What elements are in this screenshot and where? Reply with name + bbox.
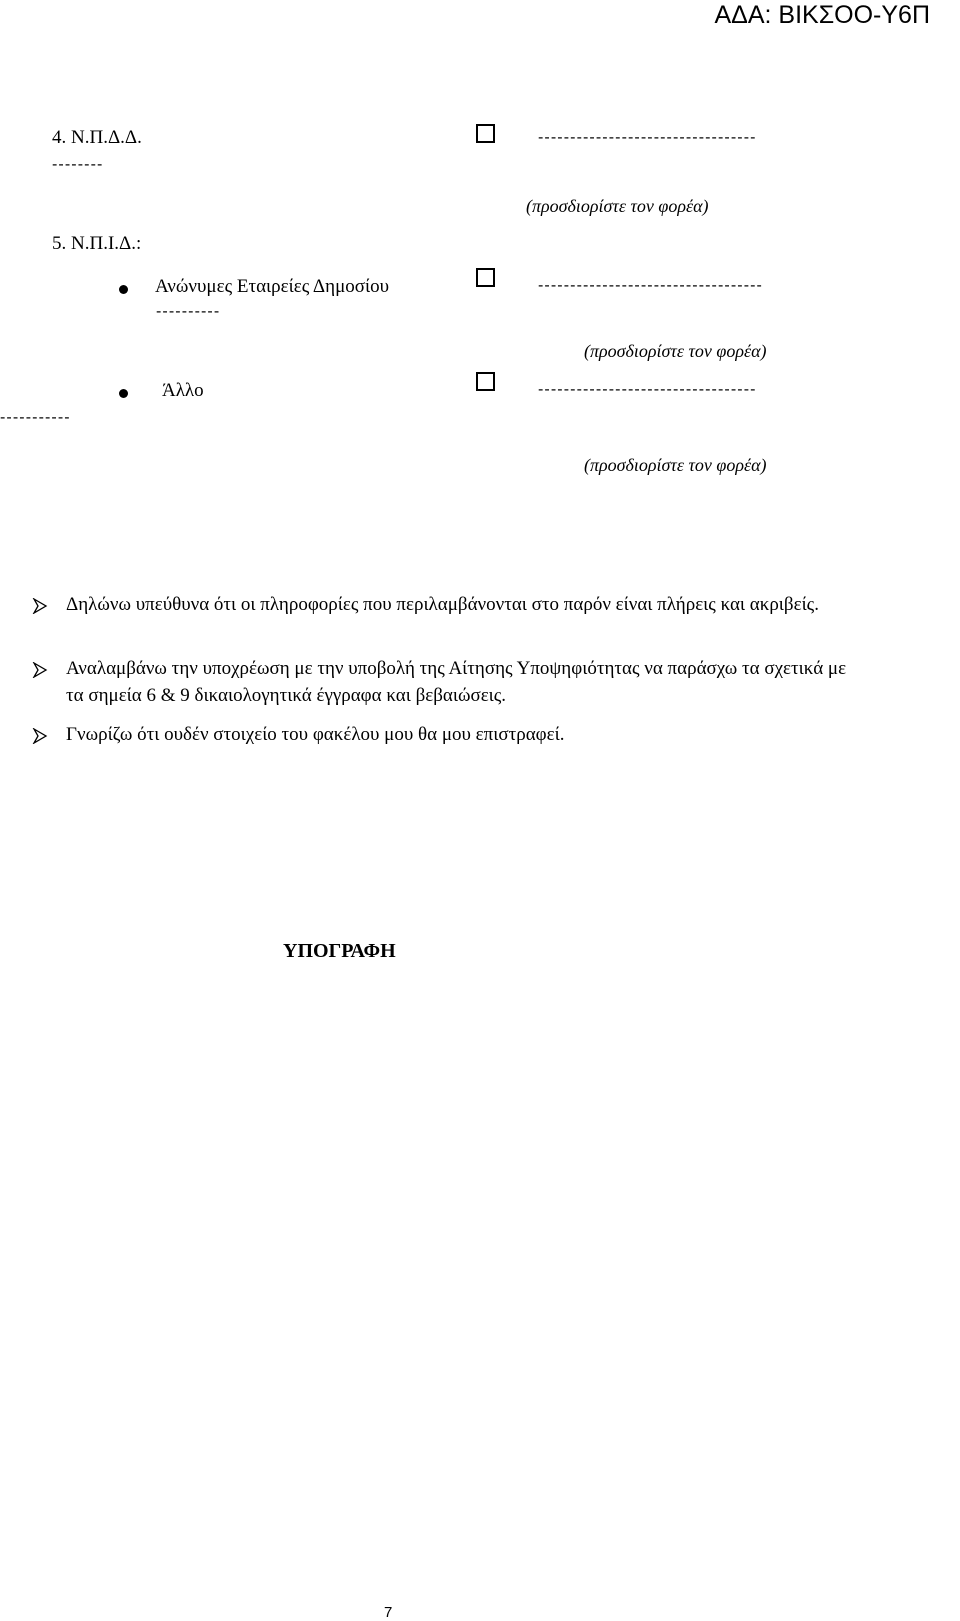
other-bullet xyxy=(119,389,128,398)
npid-label: 5. Ν.Π.Ι.Δ.: xyxy=(52,233,142,254)
npdd-dashes: ---------------------------------- xyxy=(538,129,757,146)
public-sa-dashes: ----------------------------------- xyxy=(538,277,763,294)
public-sa-bullet xyxy=(119,285,128,294)
other-checkbox[interactable] xyxy=(476,372,495,391)
arrowhead-bullet-icon xyxy=(32,728,48,744)
npdd-hint: (προσδιορίστε τον φορέα) xyxy=(526,196,709,216)
public-sa-label: Ανώνυμες Εταιρείες Δημοσίου xyxy=(155,276,390,297)
other-dashes-wrap: ----------- xyxy=(0,409,71,426)
ada-code: ΑΔΑ: ΒΙΚΣΟΟ-Υ6Π xyxy=(714,1,930,29)
npdd-checkbox[interactable] xyxy=(476,124,495,143)
public-sa-hint: (προσδιορίστε τον φορέα) xyxy=(584,341,767,361)
arrowhead-bullet-icon xyxy=(32,598,48,614)
public-sa-checkbox[interactable] xyxy=(476,268,495,287)
signature-heading: ΥΠΟΓΡΑΦΗ xyxy=(283,940,396,962)
public-sa-dashes-wrap: ---------- xyxy=(156,303,221,320)
page-number: 7 xyxy=(384,1604,393,1621)
declaration-2: Αναλαμβάνω την υποχρέωση με την υποβολή της Αίτησης Υποψηφιότητας να παράσχω τα σχετικά με τα σημεία 6 & 9 δικαιολογητικά έγγραφα και βεβαιώσεις. xyxy=(66,658,847,706)
other-hint: (προσδιορίστε τον φορέα) xyxy=(584,455,767,475)
other-label: Άλλο xyxy=(162,380,204,401)
declaration-3: Γνωρίζω ότι ουδέν στοιχείο του φακέλου μου θα μου επιστραφεί. xyxy=(66,724,565,745)
npdd-label: 4. Ν.Π.Δ.Δ. xyxy=(52,127,142,148)
other-dashes: ---------------------------------- xyxy=(538,381,757,398)
declaration-1: Δηλώνω υπεύθυνα ότι οι πληροφορίες που περιλαμβάνονται στο παρόν είναι πλήρεις και ακριβείς. xyxy=(66,594,819,615)
arrowhead-bullet-icon xyxy=(32,662,48,678)
npdd-dashes-wrap: -------- xyxy=(52,156,104,173)
